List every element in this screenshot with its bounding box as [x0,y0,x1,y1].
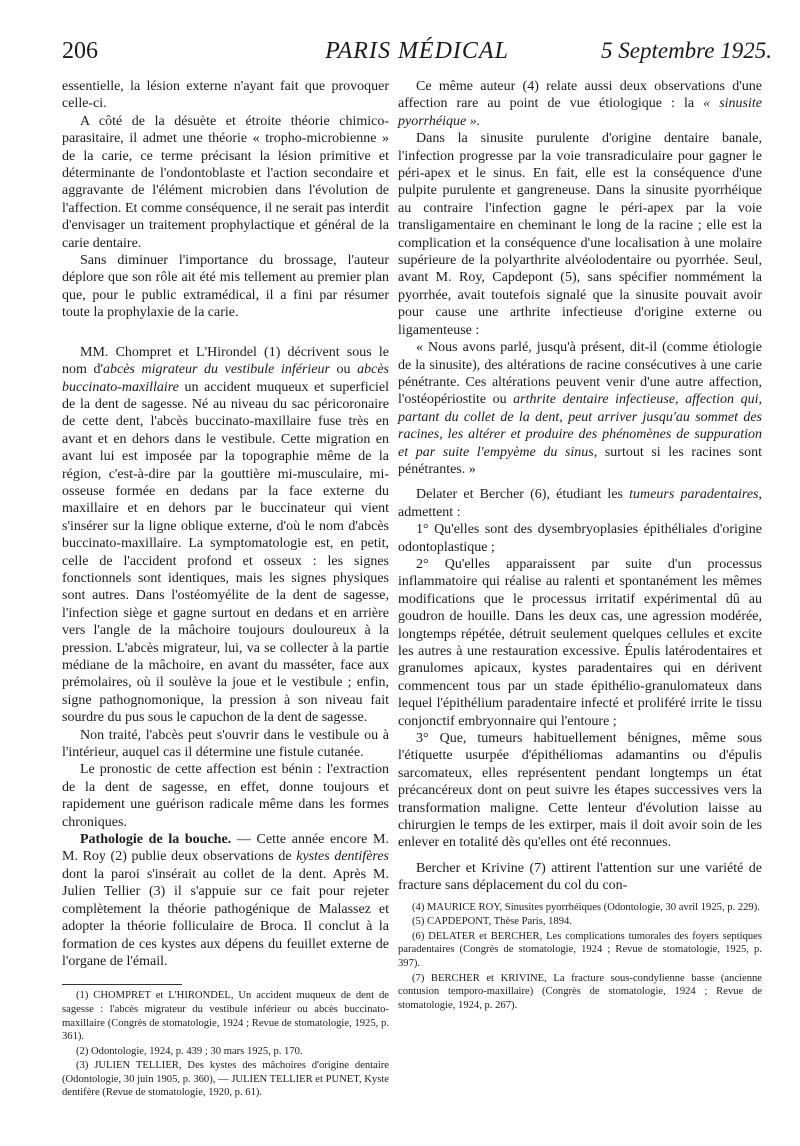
paragraph: Ce même auteur (4) relate aussi deux observations d'une affection rare au point de vue étiologique : la « sinusite pyorrhéique ». [398,79,762,129]
footnote: (1) CHOMPRET et L'HIRONDEL, Un accident muqueux de dent de sagesse : l'abcès migrateur du vestibule inférieur ou abcès buccinato-maxillaire (Congrès de stomatologie, 1924 ; Revue de stomatologie, 1925, p. 361). [62,990,389,1043]
paragraph: Le pronostic de cette affection est bénin : l'extraction de la dent de sagesse, en effet, donne toujours et rapidement une guérison radicale même dans les formes chroniques. [62,762,389,830]
footnotes [62,989,389,1100]
footnote: (5) CAPDEPONT, Thèse Paris, 1894. [412,916,572,928]
list-item: 1° Qu'elles sont des dysembryoplasies épithéliales d'origine odontoplastique ; [398,522,762,555]
paragraph: A côté de la désuète et étroite théorie chimico-parasitaire, il admet une théorie « tropho-microbienne » de la carie, ce terme précisant la lésion primitive et déterminante de l'ondontoblaste et l'action secondaire et aggravante de l'élément microbien dans l'évolution de l'affection. Et comme conséquence, il ne serait pas interdit d'envisager un traitement prophylactique et général de la carie dentaire. [62,113,389,251]
paragraph: MM. Chompret et L'Hirondel (1) décrivent sous le nom d'abcès migrateur du vestibule inférieur ou abcès buccinato-maxillaire un accident muqueux et superficiel de la dent de sagesse. Né au niveau du sac péricoronaire de cette dent, l'abcès buccinato-maxillaire fuse très en avant et en dehors dans le vestibule. Cette migration en avant lui est imposée par la topographie même de la région, c'est-à-dire par la gouttière mi-musculaire, mi-osseuse formée en dedans par la face externe du maxillaire et en dehors par le buccinateur qui vient s'insérer sur la ligne oblique externe, d'où le nom d'abcès buccinato-maxillaire. La symptomatologie est, en petit, celle de l'accident profond et osseux : les signes fonctionnels sont identiques, mais les signes physiques sont autres. Dans l'ostéomyélite de la dent de sagesse, l'infection siège et gagne surtout en dedans et en arrière vers l'angle de la mâchoire toujours douloureux à la pression. L'abcès migrateur, lui, va se collecter à la partie médiane de la mâchoire, en avant du masséter, face aux prémolaires, où il soulève la joue et le vestibule ; enfin, signe pathognomonique, la pression à son niveau fait sourdre du pus sous le capuchon de la dent de sagesse. [62,344,389,726]
issue-date: 5 Septembre 1925. [601,38,772,63]
paragraph: Dans la sinusite purulente d'origine dentaire banale, l'infection progresse par la voie transradiculaire pour gagner le péri-apex et le sinus. En fait, elle est la conséquence d'une pulpite purulente et gangreneuse. Dans la sinusite pyorrhéique au contraire l'infection gagne le péri-apex par la voie transligamentaire en cheminant le long de la racine ; elle est la complication et la conséquence d'une localisation à une molaire supérieure de la polyarthrite alvéolodentaire ou pyorrhée. Seul, avant M. Roy, Capdepont (5), sans spécifier nommément la pyorrhée, avait toutefois signalé que la sinusite pouvait avoir pour cause une arthrite infectieuse d'origine externe ou ligamenteuse : [398,131,762,338]
section-heading: Pathologie de la bouche. [80,832,232,848]
paragraph: essentielle, la lésion externe n'ayant fait que provoquer celle-ci. [62,79,389,112]
footnote: (6) DELATER et BERCHER, Les complications tumorales des foyers septiques paradentaires (Congrès de stomatologie, 1924 ; Revue de stomatologie, 1925, p. 397). [398,930,762,970]
paragraph: Pathologie de la bouche. — Cette année encore M. M. Roy (2) publie deux observations de kystes dentifères dont la paroi s'insérait au collet de la dent. Après M. Julien Tellier (3) il s'appuie sur ce fait pour rejeter complètement la théorie pathogénique de Malassez et adopter la théorie folliculaire de Broca. Il conclut à la formation de ces kystes aux dépens du feuillet externe de l'organe de l'émail. [62,832,389,969]
page-number: 206 [62,38,98,64]
footnote: (7) BERCHER et KRIVINE, La fracture sous-condylienne basse (ancienne contusion temporo-maxillaire) (Congrès de stomatologie, 1924 ; Revue de stomatologie, 1924, p. 267). [398,972,762,1011]
footnotes [398,901,762,1013]
page-header [62,36,772,66]
right-column [398,78,762,1013]
paragraph: Bercher et Krivine (7) attirent l'attention sur une variété de fracture sans déplacement du col du con- [398,860,762,894]
list-item: 3° Que, tumeurs habituellement bénignes, même sous l'étiquette usurpée d'épithéliomas adamantins ou d'épulis sarcomateux, elles représentent pendant longtemps un état précancéreux dont on peut suivre les étapes successives vers la transformation maligne. Cette lenteur d'évolution laisse au chirurgien le temps de les extirper, mais il doit avoir soin de les enlever en totalité dès qu'elles ont été reconnues. [398,731,762,851]
paragraph: Non traité, l'abcès peut s'ouvrir dans le vestibule ou à l'intérieur, auquel cas il détermine une fistule cutanée. [62,727,389,761]
footnote: (3) JULIEN TELLIER, Des kystes des mâchoires d'origine dentaire (Odontologie, 30 juin 1905, p. 360), — JULIEN TELLIER et PUNET, Kyste dentifère (Revue de stomatologie, 1920, p. 61). [62,1060,389,1099]
quotation: « Nous avons parlé, jusqu'à présent, dit-il (comme étiologie de la sinusite), des altérations de racine consécutives à une carie pénétrante. Ces altérations peuvent venir d'une autre affection, l'ostéopériostite ou arthrite dentaire infectieuse, affection qui, partant du collet de la dent, peut arriver jusqu'au sommet des racines, les altérer et produire des phénomènes de suppuration et par suite l'empyème du sinus, surtout si les racines sont pénétrantes. » [398,340,762,477]
footnote: (4) MAURICE ROY, Sinusites pyorrhéiques (Odontologie, 30 avril 1925, p. 229). [412,901,760,913]
footnote-rule [62,984,182,985]
left-column [62,78,389,1101]
journal-title: PARIS MÉDICAL [325,38,509,64]
paragraph: Sans diminuer l'importance du brossage, l'auteur déplore que son rôle ait été mis tellement au premier plan que, pour le public extramédical, il a fini par résumer toute la prophylaxie de la carie. [62,253,389,321]
footnote: (2) Odontologie, 1924, p. 439 ; 30 mars 1925, p. 170. [76,1045,303,1057]
list-item: 2° Qu'elles apparaissent par suite d'un processus inflammatoire qui réalise au ralenti et spontanément les mêmes modifications que le processus irritatif expérimental dû au goudron de houille. Dans les deux cas, une agression modérée, longtemps répétée, détruit seulement quelques cellules et excite les autres à une restauration excessive. Épulis latérodentaires et granulomes apicaux, kystes paradentaires qui en dérivent commencent tous par un stade épithélio-granulomateux dans lequel l'épithélium paradentaire infecté et proliféré irrite le tissu conjonctif embryonnaire qui l'entoure ; [398,556,762,729]
paragraph: Delater et Bercher (6), étudiant les tumeurs paradentaires, admettent : [398,487,762,520]
